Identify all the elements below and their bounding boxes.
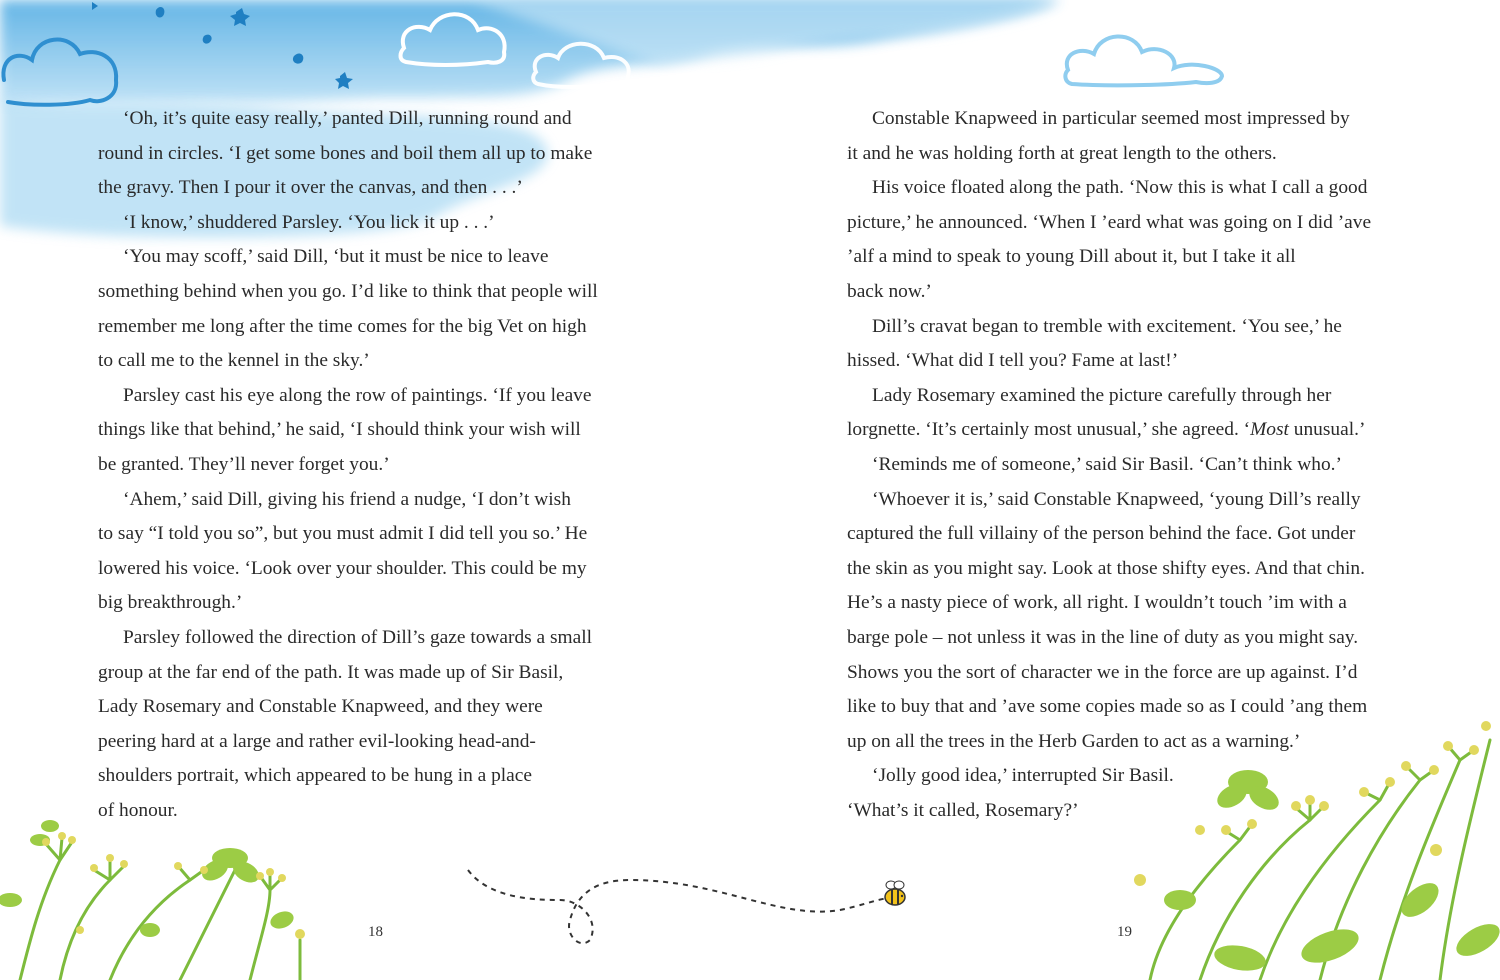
text-line: the skin as you might say. Look at those shifty eyes. And that chin. [847,557,1365,579]
text-line: up on all the trees in the Herb Garden to act as a warning.’ [847,730,1301,752]
flight-path [468,870,888,943]
text-line: of honour. [98,799,178,821]
text-line: Lady Rosemary and Constable Knapweed, and they were [98,696,543,718]
text-line: ‘Reminds me of someone,’ said Sir Basil. ‘Can’t think who.’ [872,453,1342,475]
text-line: ‘Jolly good idea,’ interrupted Sir Basil. [872,765,1174,787]
left-page-text [98,102,658,828]
text-line: ‘I know,’ shuddered Parsley. ‘You lick it up . . .’ [123,211,495,233]
text-line: be granted. They’ll never forget you.’ [98,453,390,475]
page-number-right: 19 [1117,924,1132,940]
text-line: it and he was holding forth at great length to the others. [847,142,1277,164]
text-line: ‘Ahem,’ said Dill, giving his friend a nudge, ‘I don’t wish [123,488,571,510]
text-line: barge pole – not unless it was in the line of duty as you might say. [847,626,1359,648]
text-line: remember me long after the time comes for the big Vet on high [98,315,587,337]
text-line: round in circles. ‘I get some bones and boil them all up to make [98,142,593,164]
text-line: the gravy. Then I pour it over the canvas, and then . . .’ [98,177,523,199]
text-line: shoulders portrait, which appeared to be hung in a place [98,765,532,787]
text-line: back now.’ [847,280,932,302]
page-number-left: 18 [368,924,383,940]
text-line: Lady Rosemary examined the picture carefully through her [872,384,1332,406]
text-line: ‘Whoever it is,’ said Constable Knapweed, ‘young Dill’s really [872,488,1361,510]
text-line: captured the full villainy of the person behind the face. Got under [847,523,1356,545]
herb-plant-icon [20,838,300,980]
text-line: ‘Oh, it’s quite easy really,’ panted Dill, running round and [123,108,572,129]
text-line: things like that behind,’ he said, ‘I should think your wish will [98,419,581,441]
text-line: ‘What’s it called, Rosemary?’ [847,799,1079,821]
cloud-icon [1065,36,1222,85]
text-line: Dill’s cravat began to tremble with excitement. ‘You see,’ he [872,315,1342,337]
text-line: peering hard at a large and rather evil-looking head-and- [98,730,536,752]
right-page-text [847,102,1432,828]
text-line: His voice floated along the path. ‘Now this is what I call a good [872,177,1368,199]
text-line: big breakthrough.’ [98,592,243,614]
text-line: to say “I told you so”, but you must admit I did tell you so.’ He [98,523,588,545]
text-line: picture,’ he announced. ‘When I ’eard what was going on I did ’ave [847,211,1372,233]
text-line: He’s a nasty piece of work, all right. I wouldn’t touch ’im with a [847,592,1347,614]
bee-icon [885,881,905,905]
text-line: something behind when you go. I’d like to think that people will [98,280,598,302]
text-line: ’alf a mind to speak to young Dill about it, but I take it all [847,246,1296,268]
herb-plant-icon [0,820,296,937]
text-line: to call me to the kennel in the sky.’ [98,350,370,372]
text-line: Shows you the sort of character we in the force are up against. I’d [847,661,1358,683]
text-line: ‘You may scoff,’ said Dill, ‘but it must be nice to leave [123,246,549,268]
text-line: Constable Knapweed in particular seemed most impressed by [872,108,1350,129]
text-line: Parsley cast his eye along the row of paintings. ‘If you leave [123,384,592,406]
text-line: group at the far end of the path. It was made up of Sir Basil, [98,661,564,683]
text-line: like to buy that and ’ave some copies made so as I could ’ang them [847,696,1368,718]
text-line: Parsley followed the direction of Dill’s gaze towards a small [123,626,593,648]
text-line: hissed. ‘What did I tell you? Fame at last!’ [847,350,1179,372]
text-line: lorgnette. ‘It’s certainly most unusual,’ she agreed. ‘Most unusual.’ [847,419,1366,441]
text-line: lowered his voice. ‘Look over your shoulder. This could be my [98,557,587,579]
